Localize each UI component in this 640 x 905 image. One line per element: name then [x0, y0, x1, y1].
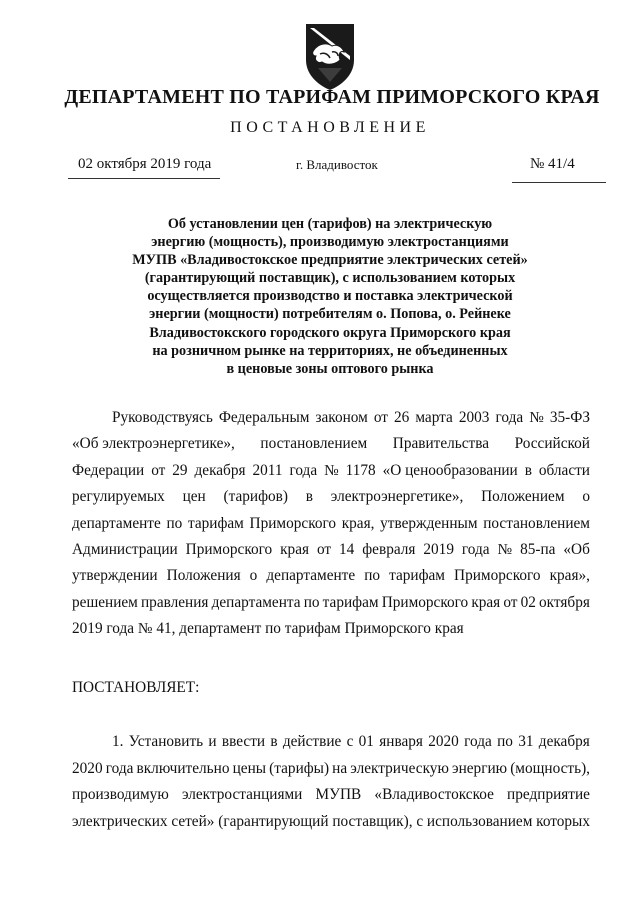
word: года: [105, 759, 134, 777]
subject-line: МУПВ «Владивостокское предприятие электрических сетей»: [132, 252, 528, 269]
word: МУПВ: [315, 786, 362, 803]
word: декабря: [538, 733, 590, 750]
word: Приморского: [454, 567, 541, 585]
word: 29: [172, 461, 188, 479]
word: предприятие: [507, 786, 590, 803]
word: 2019: [423, 541, 454, 558]
word: края,: [341, 514, 375, 532]
word: с: [416, 812, 424, 830]
paragraph-line: [72, 620, 590, 638]
word: 14: [339, 541, 355, 558]
word: законом: [315, 409, 368, 426]
word: регулируемых: [72, 488, 165, 506]
word: от: [503, 593, 518, 611]
word: 85-па: [520, 541, 556, 558]
word: 35-ФЗ: [549, 409, 590, 426]
word: от: [151, 461, 166, 479]
word: сетей»: [171, 812, 215, 830]
word: края»,: [549, 567, 590, 585]
word: 31: [518, 733, 534, 750]
word: «О ценообразовании: [382, 461, 518, 479]
word: 26: [394, 409, 410, 426]
paragraph-line: [72, 813, 590, 831]
word: производимую: [72, 786, 169, 803]
paragraph-line: [72, 541, 590, 559]
document-type: ПОСТАНОВЛЕНИЕ: [230, 119, 430, 136]
word: департаменте: [72, 514, 161, 532]
word: ввести: [221, 733, 266, 750]
word: 02: [520, 593, 536, 611]
subject-line: (гарантирующий поставщик), с использованием которых: [144, 270, 516, 287]
word: электрическую: [350, 759, 449, 777]
word: утвержденным: [380, 514, 478, 532]
word: которых: [536, 812, 590, 830]
number-underline: [512, 182, 606, 183]
paragraph-line: [72, 567, 590, 585]
word: и: [208, 733, 217, 750]
word: действие: [282, 733, 342, 750]
word: включительно: [136, 759, 230, 777]
word: правления: [140, 593, 209, 611]
word: 2020: [72, 759, 103, 777]
word: утверждении: [72, 567, 158, 585]
word: постановлением: [483, 514, 590, 532]
coat-of-arms-icon: [300, 20, 360, 92]
word: постановлением: [260, 435, 368, 453]
word: с: [346, 733, 354, 750]
word: о: [582, 488, 590, 506]
word: Руководствуясь: [112, 409, 213, 426]
word: о: [249, 567, 258, 585]
word: октября: [539, 593, 590, 611]
word: «Владивостокское: [374, 786, 494, 803]
word: февраля: [362, 541, 416, 558]
word: «Об электроэнергетике»,: [72, 435, 235, 453]
word: Приморского: [249, 514, 337, 532]
word: решением: [72, 593, 138, 611]
subject-line: энергию (мощность), производимую электростанциями: [151, 234, 509, 251]
word: от: [316, 541, 332, 558]
word: №: [497, 541, 513, 558]
word: 1.: [112, 733, 124, 750]
paragraph-line: [72, 462, 590, 480]
document-city: г. Владивосток: [296, 157, 378, 172]
date-underline: [68, 178, 220, 179]
word: марта: [415, 409, 453, 426]
word: января: [379, 733, 423, 750]
word: Правительства: [392, 435, 490, 453]
word: года: [464, 733, 492, 750]
subject-line: Об установлении цен (тарифов) на электрическую: [167, 216, 493, 232]
document-date: 02 октября 2019 года: [78, 156, 212, 172]
word: на: [332, 759, 348, 777]
word: 01: [358, 733, 374, 750]
word: (мощность),: [510, 759, 590, 777]
word: цен: [182, 488, 206, 506]
word: 1178: [345, 461, 376, 479]
document-subject: [90, 215, 570, 378]
word: по: [364, 567, 381, 585]
word: тарифам: [322, 593, 379, 611]
word: департаменте: [266, 567, 356, 585]
word: 2020: [428, 733, 459, 750]
word: Приморского: [381, 593, 469, 611]
word: по: [166, 514, 183, 532]
word: по: [497, 733, 513, 750]
subject-line: в ценовые зоны оптового рынка: [226, 360, 434, 377]
paragraph-line: [72, 594, 590, 612]
word: «Об: [563, 541, 590, 558]
word: Положения: [166, 567, 241, 585]
word: (тарифы): [269, 759, 330, 777]
word: 2003: [458, 409, 490, 426]
word: Федеральным: [218, 409, 310, 426]
word: тарифам: [389, 567, 445, 585]
word: поставщик),: [332, 812, 413, 830]
word: края: [280, 541, 310, 558]
subject-line: на розничном рынке на территориях, не объединенных: [152, 342, 508, 359]
paragraph-line: [112, 733, 590, 751]
subject-line: осуществляется производство и поставка электрической: [147, 288, 513, 305]
word: тарифам: [187, 514, 244, 532]
word: края: [471, 593, 501, 611]
word: года: [461, 541, 490, 558]
word: №: [529, 409, 544, 426]
word: 2019 года № 41, департамент по тарифам Приморского края: [72, 620, 464, 638]
department-title: ДЕПАРТАМЕНТ ПО ТАРИФАМ ПРИМОРСКОГО КРАЯ: [64, 86, 600, 108]
word: электростанциями: [181, 786, 303, 803]
word: года: [495, 409, 524, 426]
paragraph-line: [112, 409, 590, 427]
word: от: [373, 409, 388, 426]
word: 2011: [252, 461, 283, 479]
subject-line: энергии (мощности) потребителям о. Попова, о. Рейнеке: [149, 306, 511, 323]
word: области: [538, 461, 590, 479]
word: Установить: [128, 733, 204, 750]
paragraph-line: [72, 786, 590, 804]
paragraph-line: [72, 760, 590, 778]
word: №: [324, 461, 339, 479]
word: электрических: [72, 812, 168, 830]
paragraph-line: [72, 435, 590, 453]
word: департамента: [211, 593, 301, 611]
paragraph-line: [72, 488, 590, 506]
word: Российской: [514, 435, 590, 453]
word: (гарантирующий: [218, 812, 329, 830]
paragraph-line: [72, 515, 590, 533]
word: года: [289, 461, 318, 479]
word: использованием: [426, 812, 533, 830]
document-number: № 41/4: [530, 156, 575, 172]
word: декабря: [194, 461, 246, 479]
word: Федерации: [72, 461, 145, 479]
word: Приморского: [185, 541, 273, 558]
decree-heading: ПОСТАНОВЛЯЕТ:: [72, 679, 200, 696]
word: энергию: [452, 759, 508, 777]
subject-line: Владивостокского городского округа Приморского края: [149, 324, 511, 341]
word: Администрации: [72, 541, 178, 558]
word: в: [270, 733, 278, 750]
word: Положением: [481, 488, 565, 506]
word: в: [524, 461, 532, 479]
word: по: [303, 593, 320, 611]
word: электроэнергетике»,: [330, 488, 464, 506]
word: цены: [232, 759, 267, 777]
word: в: [305, 488, 314, 506]
word: (тарифов): [223, 488, 288, 506]
